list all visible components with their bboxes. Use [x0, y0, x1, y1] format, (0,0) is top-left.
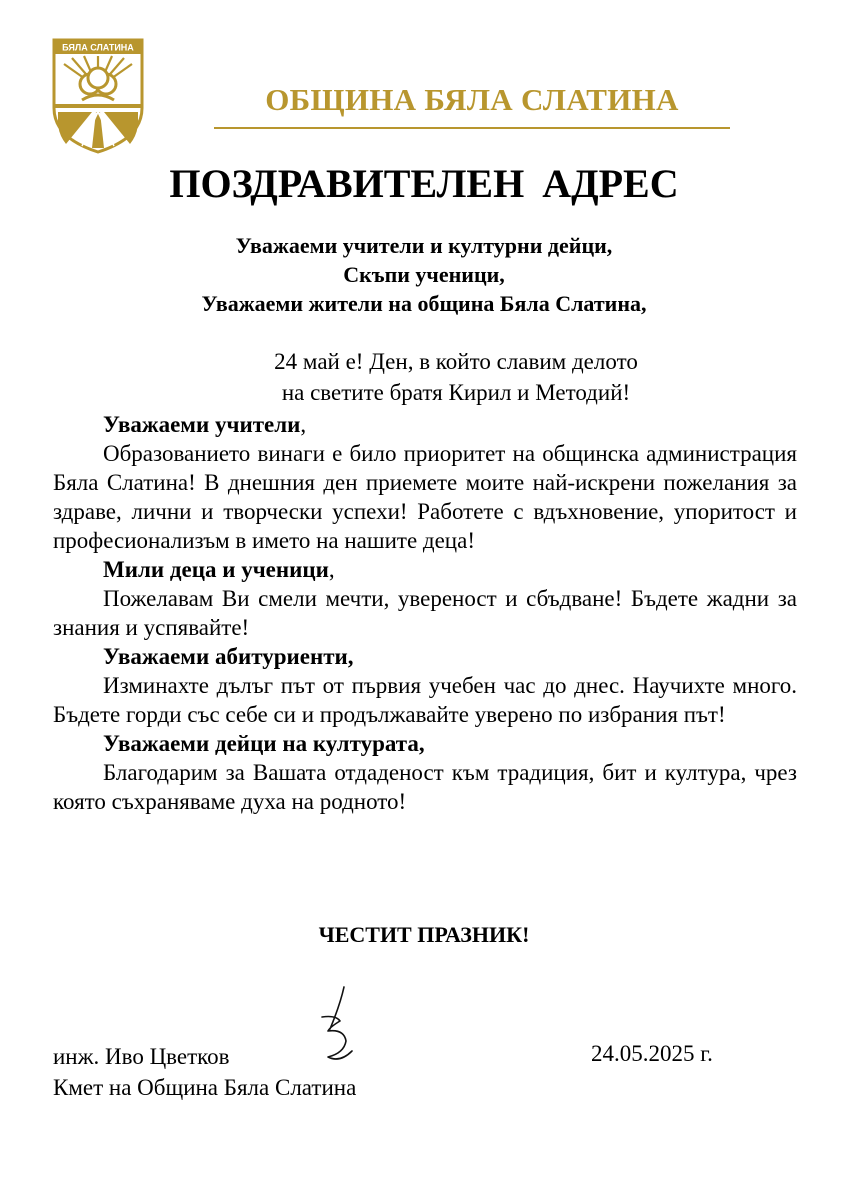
section-text-students: Пожелавам Ви смели мечти, увереност и сбъдване! Бъдете жадни за знания и успявайте! — [53, 586, 797, 640]
section-heading-culture: Уважаеми дейци на културата, — [103, 731, 425, 756]
closing-greeting: ЧЕСТИТ ПРАЗНИК! — [318, 922, 530, 947]
section-heading-teachers: Уважаеми учители, — [103, 412, 307, 437]
intro-paragraph — [0, 346, 848, 408]
section-heading-students: Мили деца и ученици, — [103, 557, 335, 582]
section-heading-graduates: Уважаеми абитуриенти, — [103, 644, 354, 669]
salutations — [0, 231, 848, 318]
salutation-line: Уважаеми жители на община Бяла Слатина, — [201, 291, 647, 316]
document-title: ПОЗДРАВИТЕЛЕН АДРЕС — [169, 161, 679, 206]
section-text-culture: Благодарим за Вашата отдаденост към традиция, бит и култура, чрез която съхраняваме духа на родното! — [53, 760, 797, 814]
municipality-name: ОБЩИНА БЯЛА СЛАТИНА — [265, 82, 679, 117]
letter-body — [53, 410, 797, 816]
section-text-teachers: Образованието винаги е било приоритет на общинска администрация Бяла Слатина! В днешния ден приемете моите най-искрени пожелания за здраве, лични и творчески успехи! Работете с вдъхновение, упоритост и професионализъм в името на нашите деца! — [53, 441, 797, 553]
svg-text:БЯЛА СЛАТИНА: БЯЛА СЛАТИНА — [62, 42, 134, 53]
document-date: 24.05.2025 г. — [591, 1041, 713, 1066]
signer-name: инж. Иво Цветков — [53, 1044, 230, 1069]
signer-position: Кмет на Община Бяла Слатина — [53, 1075, 357, 1100]
salutation-line: Уважаеми учители и културни дейци, — [235, 233, 613, 258]
intro-line: на светите братя Кирил и Методий! — [281, 380, 631, 405]
municipality-crest-logo — [52, 38, 144, 154]
salutation-line: Скъпи ученици, — [343, 262, 505, 287]
header-divider — [214, 127, 730, 129]
intro-line: 24 май е! Ден, в който славим делото — [274, 349, 638, 374]
section-text-graduates: Изминахте дълъг път от първия учебен час до днес. Научихте много. Бъдете горди със себе си и продължавайте уверено по избрания път! — [53, 673, 797, 727]
signer-block — [53, 1041, 356, 1103]
